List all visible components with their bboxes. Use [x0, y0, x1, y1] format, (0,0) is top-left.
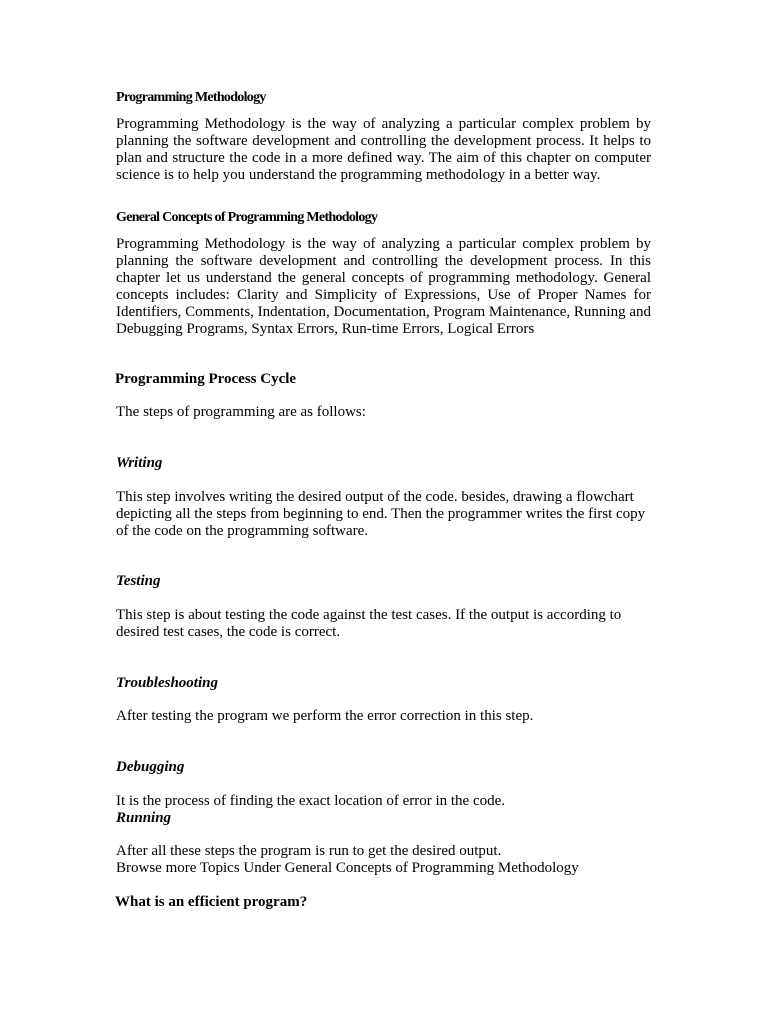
paragraph-troubleshooting: After testing the program we perform the error correction in this step.: [116, 708, 534, 724]
paragraph-writing: This step involves writing the desired output of the code. besides, drawing a flowchart depicting all the steps from beginning to end. Then the programmer writes the first copy of the code on the programming software.: [116, 489, 646, 539]
heading-testing: Testing: [116, 573, 161, 589]
heading-running: Running: [116, 810, 172, 826]
browse-more-topics: Browse more Topics Under General Concepts of Programming Methodology: [116, 860, 579, 876]
paragraph-general-concepts: Programming Methodology is the way of analyzing a particular complex problem by planning the software development and controlling the development process. In this chapter let us understand the general concepts of programming methodology. General concepts includes: Clarity and Simplicity of Expressions, Use of Proper Names for Identifiers, Comments, Indentation, Documentation, Program Maintenance, Running and Debugging Programs, Syntax Errors, Run-time Errors, Logical Errors: [116, 236, 651, 337]
heading-programming-process-cycle: Programming Process Cycle: [115, 371, 297, 387]
heading-general-concepts: General Concepts of Programming Methodology: [116, 210, 378, 225]
heading-efficient-program: What is an efficient program?: [115, 894, 308, 910]
paragraph-steps-intro: The steps of programming are as follows:: [116, 404, 366, 420]
paragraph-running: After all these steps the program is run to get the desired output.: [116, 843, 502, 859]
paragraph-programming-methodology: Programming Methodology is the way of analyzing a particular complex problem by planning the software development and controlling the development process. It helps to plan and structure the code in a more defined way. The aim of this chapter on computer science is to help you understand the programming methodology in a better way.: [116, 116, 651, 183]
heading-programming-methodology: Programming Methodology: [116, 90, 266, 105]
heading-debugging: Debugging: [116, 759, 185, 775]
paragraph-testing: This step is about testing the code against the test cases. If the output is according to desired test cases, the code is correct.: [116, 607, 622, 640]
heading-troubleshooting: Troubleshooting: [116, 675, 218, 691]
heading-writing: Writing: [116, 455, 163, 471]
paragraph-debugging: It is the process of finding the exact location of error in the code.: [116, 793, 506, 809]
